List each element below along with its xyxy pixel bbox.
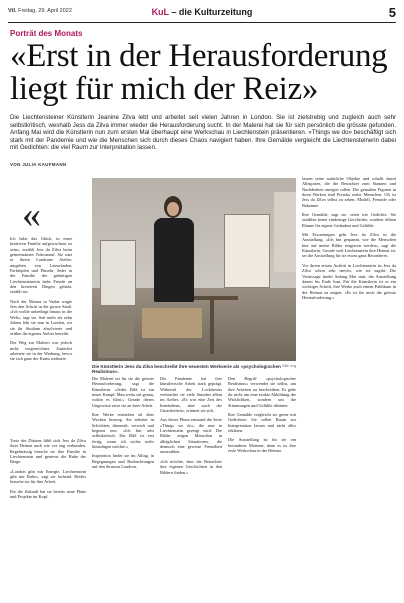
canvas-painting <box>224 214 270 288</box>
article-column-2 <box>92 376 154 474</box>
paragraph: Nach der Matura in Vaduz wagte Jess den Schritt in die grosse Stadt. «Ich wollte unbedingt hinaus in die Welt», sagt sie. Seit mehr als zehn Jahren lebt sie nun in London, wo sie ihr Studium absolvierte und seither ihr eigenes Atelier betreibt. <box>10 298 72 336</box>
artist-face <box>167 202 179 216</box>
paragraph: Ihre Gemälde vergleicht sie gerne mit Gedichten: Sie sollen Raum zur Interpretation lassen und nicht alles erklären. <box>228 412 296 434</box>
date-text: Freitag, 29. April 2022 <box>18 8 72 14</box>
lead-paragraph: Die Liechtensteiner Künstlerin Jeanine Zilva lebt und arbeitet seit vielen Jahren in London. Sie ist zielstrebig und zugleich auch sehr selbstkritisch, weshalb Jess da Zilva immer wieder die Herausforderung sucht. In der Malerei hat sie für sich persönlich die grösste gefunden. Anfang Mai wird die Künstlerin nun zum ersten Mal überhaupt eine Werkschau in Liechtenstein präsentieren. «Things we do» beschäftigt sich stark mit der Pandemie und wie die Menschen sich durch dieses Chaos navigiert haben. Ihre Gemälde vergleicht die Liechtensteinerin dabei mit Gedichten: die viel Raum zur Interpretation lassen. <box>10 114 396 152</box>
paragraph: lassen seine natürliche Objekte und schafft damit Allegorien, die die Betrachter zum Staunen und Nachdenken anregen sollen. Die gemalten Figuren in ihren Werken sind Porträts realer Menschen. Oft ist Jess da Zilva selbst zu sehen, Modell, Freunde oder Bekannte. <box>302 176 396 208</box>
kicker: Porträt des Monats <box>10 29 83 38</box>
paper-logo: Vtl. <box>8 8 17 14</box>
paragraph: Für die Zukunft hat sie bereits neue Pläne und Projekte im Kopf. <box>10 488 86 500</box>
paragraph: Inspiration findet sie im Alltag, in Begegnungen und Beobachtungen auf den Strassen Londons. <box>92 453 154 470</box>
easel <box>194 296 238 300</box>
paragraph: Ihre Werke entstehen oft über Wochen hinweg. Sie arbeitet in Schichten, übermalt, verwirft und beginnt neu. «Ich bin sehr selbstkritisch. Ein Bild ist erst fertig, wenn ich nichts mehr hinzufügen möchte.» <box>92 412 154 450</box>
paragraph: Die Ausstellung ist für sie ein besonderer Moment, denn es ist ihre erste Werkschau in der Heimat. <box>228 437 296 454</box>
page-header <box>8 7 396 21</box>
quote-mark: « <box>22 194 41 236</box>
paragraph: Vor ihrem ersten Auftritt in Liechtenstein ist Jess da Zilva schon sehr nervös, wie sie zugibt. Die Vernissage findet Anfang Mai statt, die Ausstellung dauert bis Ende Juni. Für die Künstlerin ist es ein wichtiger Schritt, ihre Werke auch einem Publikum in der Heimat zu zeigen. «Es ist für mich die grösste Herausforderung.» <box>302 262 396 300</box>
page-number: 5 <box>388 5 396 20</box>
section-kul: KuL <box>151 7 169 17</box>
paragraph: Die Pandemie hat ihre künstlerische Arbeit stark geprägt. Während der Lockdowns verbrachte sie viele Stunden allein im Atelier. «Es war eine Zeit des Innehaltens, aber auch der Unsicherheit», erinnert sie sich. <box>160 376 222 414</box>
article-column-1 <box>10 236 72 366</box>
article-column-3 <box>160 376 222 479</box>
headline: «Erst in der Herausforderung liegt für mich der Reiz» <box>10 38 388 107</box>
article-column-4 <box>228 376 296 457</box>
paragraph: Ich habe das Glück, in einer kreativen Familie aufgewachsen zu sein», erzählt Jess da Zilva beim gemeinsamen Videoanruf. Sie sitzt in ihrem Londoner Atelier, umgeben von Leinwänden, Farbtöpfen und Pinseln. Jeder in der Familie der gebürtigen Liechtensteinerin habe Freude an den kreativen Dingen gehabt, erzählt sie. <box>10 236 72 295</box>
article-column-5 <box>10 438 86 503</box>
canvas-painting <box>100 240 136 306</box>
photo-credit: Bild: zvg <box>282 364 296 368</box>
paragraph: Den Begriff «psychologischer Realismus» verwendet sie selbst, um ihre Arbeiten zu beschreiben. Es gehe ihr nicht um eine exakte Abbildung der Wirklichkeit, sondern um die Stimmungen und Gefühle dahinter. <box>228 376 296 408</box>
paragraph: Aus dieser Phase entstand die Serie «Things we do», die nun in Liechtenstein gezeigt wird. Die Bilder zeigen Menschen in alltäglichen Situationen, die dennoch eine gewisse Fremdheit ausstrahlen. <box>160 417 222 455</box>
paragraph: Der Weg zur Malerei war jedoch nicht vorgezeichnet. Zunächst arbeitete sie in der Werbung, bevor sie sich ganz der Kunst widmete. <box>10 340 72 362</box>
cardboard-box <box>98 318 134 358</box>
caption-text: Die Künstlerin Jess da Zilva beschreibt ihre neuesten Werkserie als «psychologischen Realismus». <box>92 364 281 374</box>
artist-photo <box>92 178 296 361</box>
paragraph: Mit Erwartungen geht Jess da Zilva in die Ausstellung. «Ich bin gespannt, wie die Menschen hier auf meine Bilder reagieren werden», sagt die Künstlerin. Gerade weil Liechtenstein ihre Heimat ist, sei die Ausstellung für sie etwas ganz Besonderes. <box>302 232 396 259</box>
section-name: – die Kulturzeitung <box>171 7 253 17</box>
paragraph: Trotz der Distanz fühlt sich Jess da Zilva ihrer Heimat nach wie vor eng verbunden. Regelmässig besucht sie ihre Familie in Liechtenstein und geniesst die Ruhe der Berge. <box>10 438 86 465</box>
byline: VON JULIA KAUFMANN <box>10 162 67 167</box>
canvas-painting <box>274 192 296 272</box>
paragraph: «London gibt mir Energie, Liechtenstein gibt mir Ruhe», sagt sie lachend. Beides brauche sie für ihre Arbeit. <box>10 468 86 485</box>
artist-figure <box>154 218 194 302</box>
section-title <box>8 7 396 17</box>
cardboard-box <box>142 308 202 338</box>
paragraph: Ihre Gemälde, sagt sie, seien wie Gedichte. Sie erzählen keine eindeutige Geschichte, sondern öffnen Räume für eigene Gedanken und Gefühle. <box>302 212 396 228</box>
paragraph: «Ich möchte, dass die Betrachter ihre eigenen Geschichten in den Bildern finden.» <box>160 458 222 475</box>
right-column <box>302 176 396 304</box>
photo-caption <box>92 364 296 374</box>
easel-leg <box>210 300 214 354</box>
header-rule <box>8 22 396 23</box>
paragraph: Die Malerei sei für sie die grösste Herausforderung, sagt die Künstlerin. «Jedes Bild ist ein neuer Kampf. Man weiss nie genau, wohin es führt.» Gerade dieses Ungewisse reize sie an ihrer Arbeit. <box>92 376 154 408</box>
